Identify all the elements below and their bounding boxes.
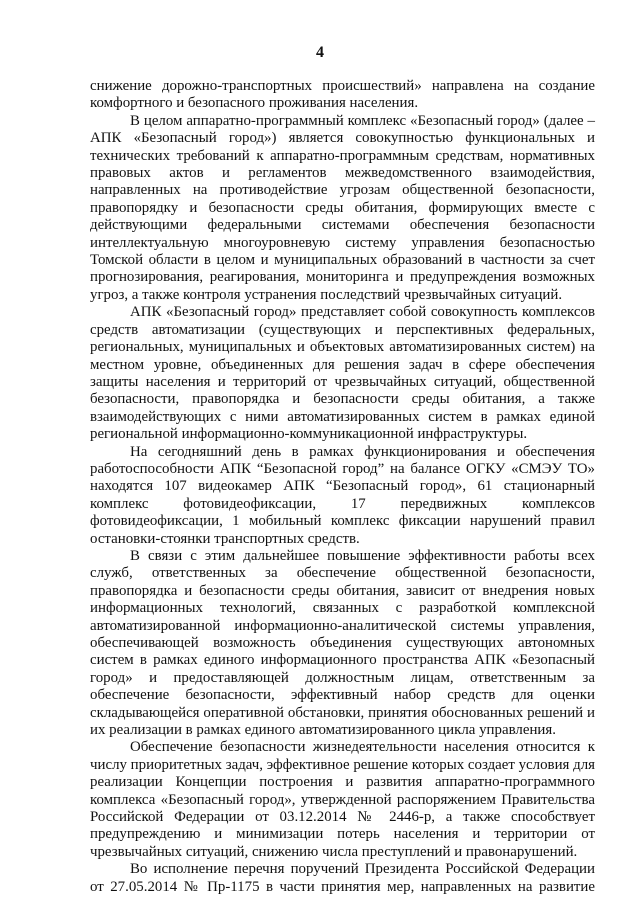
paragraph-apk-definition: В целом аппаратно-программный комплекс «Безопасный город» (далее – АПК «Безопасный город») является совокупностью функциональных и технических требований к аппаратно-программным средствам, нормативных правовых актов и регламентов межведомственного взаимодействия, направленных на противодействие угрозам общественной безопасности, правопорядку и безопасности среды обитания, формирующих вместе с действующими федеральными системами обеспечения безопасности интеллектуальную многоуровневую систему управления безопасностью Томской области в целом и муниципальных образований в частности за счет прогнозирования, реагирования, мониторинга и предупреждения возможных угроз, а также контроля устранения последствий чрезвычайных ситуаций. bbox=[90, 112, 595, 303]
paragraph-continuation: снижение дорожно-транспортных происшествий» направлена на создание комфортного и безопасного проживания населения. bbox=[90, 78, 595, 112]
paragraph-current-status: На сегодняшний день в рамках функционирования и обеспечения работоспособности АПК “Безопасной город” на балансе ОГКУ «СМЭУ ТО» находятся 107 видеокамер АПК “Безопасный город», 61 стационарный комплекс фотовидеофиксации, 17 передвижных комплексов фотовидеофиксации, 1 мобильный комплекс фиксации нарушений правил остановки-стоянки транспортных средств. bbox=[90, 443, 595, 547]
paragraph-efficiency: В связи с этим дальнейшее повышение эффективности работы всех служб, ответственных за обеспечение общественной безопасности, правопорядка и безопасности среды обитания, зависит от внедрения новых информационных технологий, связанных с разработкой комплексной автоматизированной информационно-аналитической системы управления, обеспечивающей возможность объединения существующих автономных систем в рамках единого информационного пространства АПК «Безопасный город» и предоставляющей должностным лицам, ответственным за обеспечение безопасности, эффективный набор средств для оценки складывающейся оперативной обстановки, принятия обоснованных решений и их реализации в рамках единого автоматизированного цикла управления. bbox=[90, 547, 595, 739]
document-body bbox=[90, 78, 595, 896]
paragraph-safety-priority: Обеспечение безопасности жизнедеятельности населения относится к числу приоритетных задач, эффективное решение которых создает условия для реализации Концепции построения и развития аппаратно-программного комплекса «Безопасный город», утвержденной распоряжением Правительства Российской Федерации от 03.12.2014 № 2446-р, а также способствует предупреждению и минимизации потерь населения и территории от чрезвычайных ситуаций, снижению числа преступлений и правонарушений. bbox=[90, 739, 595, 860]
page-number: 4 bbox=[316, 44, 324, 61]
paragraph-presidential-order: Во исполнение перечня поручений Президента Российской Федерации от 27.05.2014 № Пр-1175 в части принятия мер, направленных на развитие bbox=[90, 861, 595, 895]
paragraph-apk-complex: АПК «Безопасный город» представляет собой совокупность комплексов средств автоматизации (существующих и перспективных федеральных, региональных, муниципальных и объектовых автоматизированных систем) на местном уровне, объединенных для решения задач в сфере обеспечения защиты населения и территорий от чрезвычайных ситуаций, общественной безопасности, правопорядка и безопасности среды обитания, а также взаимодействующих с ними автоматизированных систем в рамках единой региональной информационно-коммуникационной инфраструктуры. bbox=[90, 304, 595, 443]
